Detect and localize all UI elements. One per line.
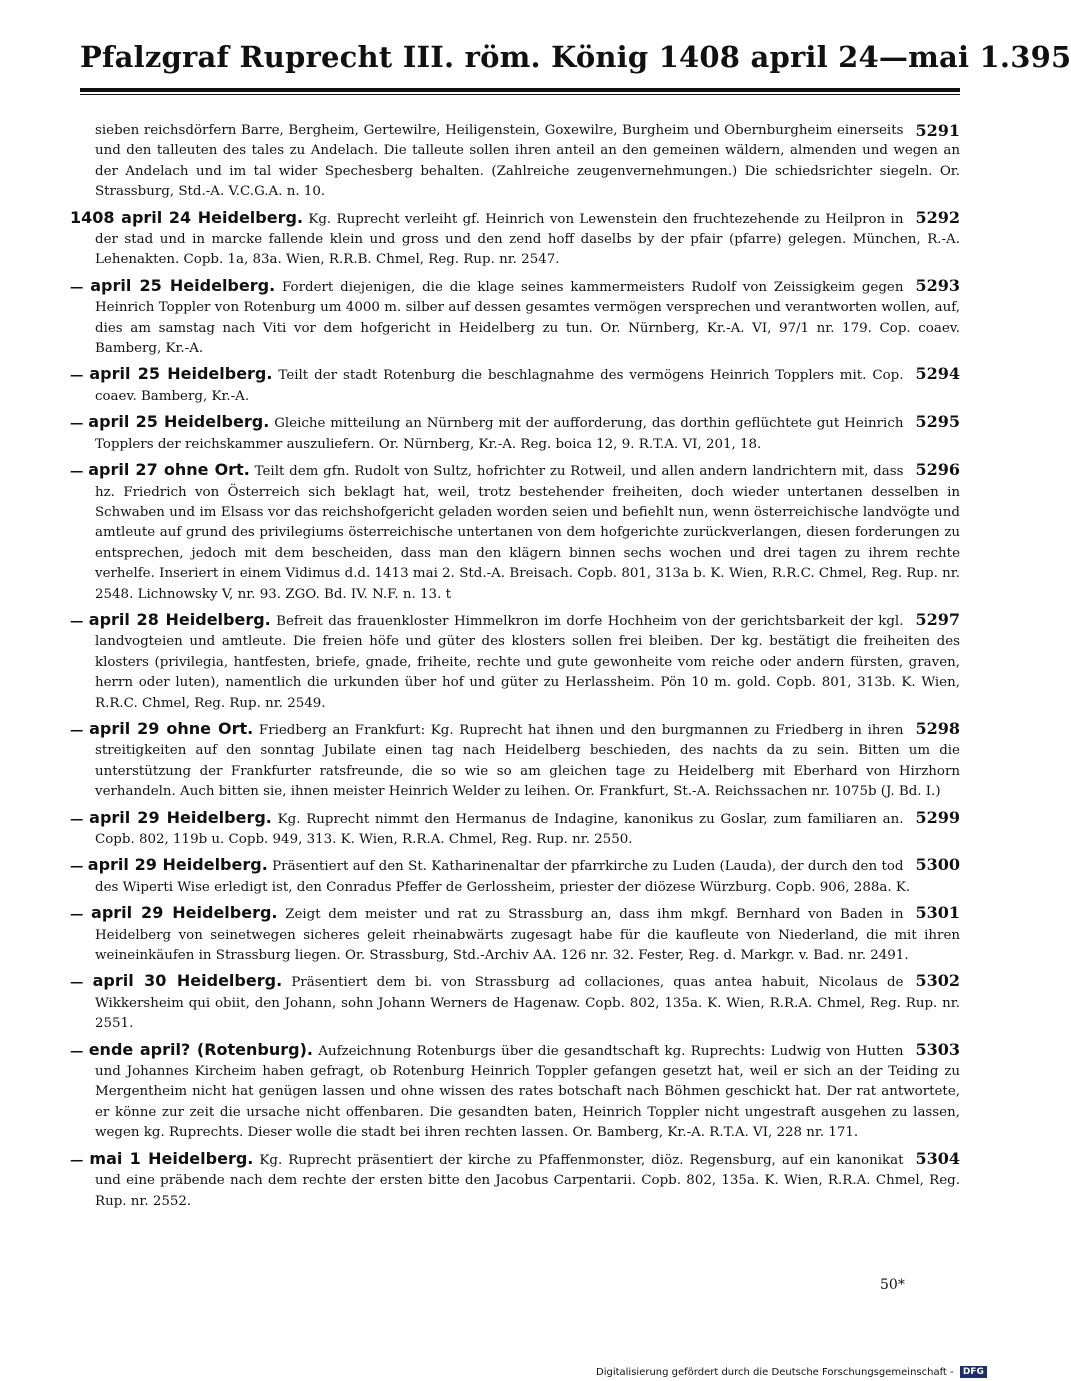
- regest-entry: [70, 412, 960, 455]
- regest-entry: [70, 719, 960, 803]
- regest-date-place: april 29 Heidelberg.: [89, 807, 272, 827]
- regest-number: 5298: [915, 718, 960, 738]
- regest-entry: [70, 971, 960, 1034]
- regest-entry: [70, 364, 960, 407]
- regest-text: sieben reichsdörfern Barre, Bergheim, Gertewilre, Heiligenstein, Goxewilre, Burgheim und Obernburgheim einerseits und den talleuten des tales zu Andelach. Die talleute sollen ihren anteil an den gemeinen wäldern, almenden und wegen an der Andelach und im tal wider Spechesberg behalten. (Zahlreiche zeugenvernehmungen.) Die schiedsrichter siegeln. Or. Strassburg, Std.-A. V.C.G.A. n. 10.: [95, 123, 960, 200]
- regest-number: 5302: [915, 971, 960, 991]
- regest-date-place: april 25 Heidelberg.: [88, 412, 270, 432]
- regest-text: Aufzeichnung Rotenburgs über die gesandtschaft kg. Ruprechts: Ludwig von Hutten und Johannes Kircheim haben gefragt, ob Rotenburg Heinrich Toppler gefangen gesetzt hat, weil er sich an der Teiding zu Mergentheim nicht hat genügen lassen und ohne wissen des rates botschaft nach Böhmen geschickt hat. Der rat antwortete, er könne zur zeit die ursache nicht offenbaren. Die gesandten baten, Heinrich Toppler nicht ungestraft ausgehen zu lassen, wegen kg. Ruprechts. Dieser wolle die stadt bei ihren rechten lassen. Or. Bamberg, Kr.-A. R.T.A. VI, 228 nr. 171.: [95, 1043, 960, 1141]
- regest-entry: [70, 808, 960, 851]
- regest-date-place: 1408 april 24 Heidelberg.: [70, 207, 304, 227]
- regest-entry: [70, 610, 960, 714]
- regest-entry: [70, 460, 960, 605]
- regest-number: 5304: [915, 1148, 960, 1168]
- regest-date-place: april 29 ohne Ort.: [89, 718, 254, 738]
- regest-text: Teilt dem gfn. Rudolt von Sultz, hofrichter zu Rotweil, und allen andern landrichtern mit, dass hz. Friedrich von Österreich sich beklagt hat, weil, trotz bestehender freiheiten, doch wieder untertanen desselben in Schwaben und im Elsass vor das reichshofgericht geladen worden seien und befiehlt nun, wenn österreichische landvögte und amtleute auf grund des privilegiums österreichische untertanen von dem hofgerichte zurückverlangen, diesen forderungen zu entsprechen, jedoch mit dem bescheiden, dass man den klägern binnen sechs wochen und drei tagen zu ihrem rechte verhelfe. Inseriert in einem Vidimus d.d. 1413 mai 2. Std.-A. Breisach. Copb. 801, 313a b. K. Wien, R.R.C. Chmel, Reg. Rup. nr. 2548. Lichnowsky V, nr. 93. ZGO. Bd. IV. N.F. n. 13. t: [95, 464, 960, 602]
- regest-dash: —: [70, 415, 84, 432]
- regest-number: 5296: [915, 460, 960, 480]
- regest-text: Kg. Ruprecht präsentiert der kirche zu Pfaffenmonster, diöz. Regensburg, auf ein kanonikat und eine präbende nach dem rechte der ersten bitte den Jacobus Carpentarii. Copb. 802, 135a. K. Wien, R.R.A. Chmel, Reg. Rup. nr. 2552.: [95, 1152, 960, 1209]
- regest-dash: —: [70, 612, 84, 629]
- regest-dash: —: [70, 367, 84, 384]
- regest-dash: —: [70, 463, 84, 480]
- regest-dash: —: [70, 1151, 84, 1168]
- regest-number: 5294: [915, 364, 960, 384]
- regest-dash: —: [70, 721, 84, 738]
- regest-number: 5300: [915, 855, 960, 875]
- regest-text: Teilt der stadt Rotenburg die beschlagnahme des vermögens Heinrich Topplers mit. Cop. coaev. Bamberg, Kr.-A.: [95, 368, 904, 404]
- regest-date-place: april 30 Heidelberg.: [92, 971, 283, 991]
- regest-text: Präsentiert auf den St. Katharinenaltar der pfarrkirche zu Luden (Lauda), der durch den tod des Wiperti Wise erledigt ist, den Conradus Pfeffer de Gerlossheim, priester der diözese Würzburg. Copb. 906, 288a. K.: [95, 859, 911, 895]
- regest-dash: —: [70, 278, 84, 295]
- regest-dash: —: [70, 810, 84, 827]
- regest-date-place: ende april? (Rotenburg).: [88, 1039, 313, 1059]
- regest-text: Friedberg an Frankfurt: Kg. Ruprecht hat ihnen und den burgmannen zu Friedberg in ihren streitigkeiten auf den sonntag Jubilate einen tag nach Heidelberg beschieden, des nachts da zu sein. Bitten um die unterstützung der Frankfurter ratsfreunde, die so wie so am gleichen tage zu Heidelberg mit Eberhard von Hirzhorn verhandeln. Auch bitten sie, ihnen meister Heinrich Welder zu leihen. Or. Frankfurt, St.-A. Reichssachen nr. 1075b (J. Bd. I.): [95, 722, 960, 800]
- running-header: [80, 40, 1071, 80]
- regest-date-place: april 25 Heidelberg.: [90, 275, 276, 295]
- signature-mark: 50*: [880, 1277, 905, 1293]
- regest-text: Befreit das frauenkloster Himmelkron im dorfe Hochheim von der gerichtsbarkeit der kgl. landvogteien und amtleute. Die freien höfe und güter des klosters sollen frei bleiben. Der kg. bestätigt die freiheiten des klosters (privilegia, hantfesten, briefe, gnade, friheite, rechte und gute gewonheite vom reiche oder andern fürsten, graven, herrn oder luten), namentlich die urkunden über hof und güter zu Herlassheim. Pön 10 m. gold. Copb. 801, 313b. K. Wien, R.R.C. Chmel, Reg. Rup. nr. 2549.: [95, 613, 960, 711]
- regest-text: Zeigt dem meister und rat zu Strassburg an, dass ihm mkgf. Bernhard von Baden in Heidelberg von seinetwegen sicheres geleit rheinabwärts zugesagt habe für die kaufleute von Niederland, die mit ihren weineinkäufen in Strassburg liegen. Or. Strassburg, Std.-Archiv AA. 126 nr. 32. Fester, Reg. d. Markgr. v. Bad. nr. 2491.: [95, 907, 960, 964]
- regest-date-place: april 27 ohne Ort.: [88, 460, 250, 480]
- regest-date-place: mai 1 Heidelberg.: [89, 1148, 254, 1168]
- regest-dash: —: [70, 974, 84, 991]
- regest-number: 5301: [915, 903, 960, 923]
- regest-entry: [70, 1040, 960, 1144]
- regest-number: 5299: [915, 807, 960, 827]
- regest-dash: —: [70, 906, 84, 923]
- regest-number: 5291: [915, 121, 960, 140]
- digitization-footer: [596, 1366, 987, 1378]
- regest-number: 5293: [915, 275, 960, 295]
- regest-entry: [70, 208, 960, 271]
- page-number: 395: [1010, 40, 1071, 74]
- regest-entry: [70, 121, 960, 203]
- header-rule-thin: [80, 94, 960, 95]
- regest-text: Gleiche mitteilung an Nürnberg mit der aufforderung, das dorthin geflüchtete gut Heinrich Topplers der reichskammer auszuliefern. Or. Nürnberg, Kr.-A. Reg. boica 12, 9. R.T.A. VI, 201, 18.: [95, 416, 904, 452]
- regest-text: Fordert diejenigen, die die klage seines kammermeisters Rudolf von Zeissigkeim gegen Heinrich Toppler von Rotenburg um 4000 m. silber auf dessen gesamtes vermögen versprechen und verantworten wollen, auf, dies am samstag nach Viti vor dem hofgericht in Heidelberg zu tun. Or. Nürnberg, Kr.-A. VI, 97/1 nr. 179. Cop. coaev. Bamberg, Kr.-A.: [95, 279, 960, 357]
- regest-text: Präsentiert dem bi. von Strassburg ad collaciones, quas antea habuit, Nicolaus de Wikkersheim qui obiit, den Johann, sohn Johann Werners de Hagenaw. Copb. 802, 135a. K. Wien, R.R.A. Chmel, Reg. Rup. nr. 2551.: [95, 975, 960, 1032]
- regest-entry: [70, 903, 960, 966]
- regest-dash: —: [70, 1042, 84, 1059]
- page-title: Pfalzgraf Ruprecht III. röm. König 1408 april 24—mai 1.: [80, 40, 1011, 74]
- regest-date-place: april 29 Heidelberg.: [91, 903, 278, 923]
- regest-number: 5295: [915, 412, 960, 432]
- regest-number: 5292: [915, 207, 960, 227]
- regest-text: Kg. Ruprecht verleiht gf. Heinrich von Lewenstein den fruchtezehende zu Heilpron in der stad und in marcke fallende klein und gross und den zend hoff daselbs by der pfair (pfarre) gelegen. München, R.-A. Lehenakten. Copb. 1a, 83a. Wien, R.R.B. Chmel, Reg. Rup. nr. 2547.: [95, 211, 960, 268]
- header-rule-thick: [80, 88, 960, 92]
- regest-entry: [70, 855, 960, 898]
- regest-text: Kg. Ruprecht nimmt den Hermanus de Indagine, kanonikus zu Goslar, zum familiaren an. Copb. 802, 119b u. Copb. 949, 313. K. Wien, R.R.A. Chmel, Reg. Rup. nr. 2550.: [95, 811, 904, 847]
- dfg-logo: DFG: [960, 1366, 987, 1378]
- regesta-list: [70, 121, 960, 1217]
- footer-text: Digitalisierung gefördert durch die Deutsche Forschungsgemeinschaft -: [596, 1367, 954, 1378]
- regest-entry: [70, 276, 960, 360]
- regest-number: 5297: [915, 609, 960, 629]
- regest-number: 5303: [915, 1039, 960, 1059]
- regest-date-place: april 25 Heidelberg.: [89, 364, 273, 384]
- regest-entry: [70, 1149, 960, 1212]
- regest-dash: —: [70, 858, 84, 875]
- regest-date-place: april 28 Heidelberg.: [88, 609, 271, 629]
- regest-date-place: april 29 Heidelberg.: [87, 855, 268, 875]
